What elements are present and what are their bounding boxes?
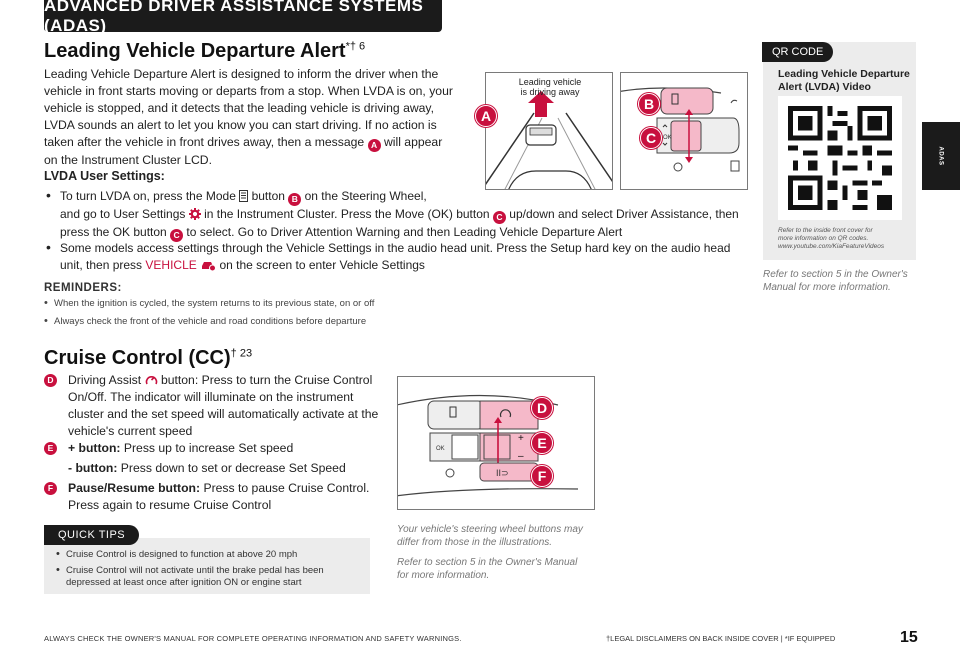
svg-text:OK: OK	[436, 446, 445, 452]
callout-d: D	[531, 397, 553, 419]
qr-note: Refer to the inside front cover for more information on QR codes. www.youtube.com/KiaFeatureVideos	[778, 227, 885, 250]
reminders-title: REMINDERS:	[44, 282, 122, 294]
svg-text:II⊃: II⊃	[496, 468, 509, 478]
callout-e: E	[531, 432, 553, 454]
lvda-settings-title: LVDA User Settings:	[44, 169, 165, 183]
section-header: ADVANCED DRIVER ASSISTANCE SYSTEMS (ADAS)	[44, 0, 442, 32]
qr-title: Leading Vehicle Departure Alert (LVDA) Video	[778, 68, 910, 93]
svg-text:OK: OK	[663, 135, 672, 141]
reminder-2: • Always check the front of the vehicle and road conditions before departure	[44, 316, 366, 328]
owners-manual-note-2: Refer to section 5 in the Owner's Manual for more information.	[397, 557, 578, 581]
lvda-bullet-2: • Some models access settings through the Vehicle Settings in the audio head unit. Press the Setup hard key on the audio head unit, then press VEHICLE on the screen to enter Vehicle Settings	[44, 240, 754, 274]
quick-tips-tag: QUICK TIPS	[44, 525, 139, 545]
qr-tag: QR CODE	[762, 42, 833, 62]
steering-wheel-illustration-cc	[397, 376, 595, 510]
cc-item-f: F Pausе/Resume button: Press to pause Cruise Control. Press again to resume Cruise Control	[44, 480, 384, 514]
footer-warning: ALWAYS CHECK THE OWNER'S MANUAL FOR COMPLETE OPERATING INFORMATION AND SAFETY WARNINGS.	[44, 634, 462, 643]
lvda-bullet-1: • To turn LVDA on, press the Mode button B on the Steering Wheel, and go to User Settings in the Instrument Cluster. Press the Move (OK) button C up/down and select Driver Assistance, then press the OK button C to select. Go to Driver Attention Warning and then Leading Vehicle Departure Alert	[44, 188, 754, 242]
cc-item-d: D Driving Assist button: Press to turn the Cruise Control On/Off. The indicator will illuminate on the instrument cluster and the set speed will automatically activate at the vehicle's current speed	[44, 372, 384, 440]
callout-b: B	[638, 93, 660, 115]
badge-e: E	[44, 442, 57, 455]
cc-item-e-minus: - button: Press down to set or decrease Set Speed	[68, 461, 346, 475]
gear-icon	[189, 208, 201, 220]
callout-a: A	[475, 105, 497, 127]
svg-text:–: –	[518, 451, 524, 462]
steering-disclaimer-note: Your vehicle's steering wheel buttons may differ from those in the illustrations.	[397, 524, 583, 548]
callout-f: F	[531, 465, 553, 487]
cc-title: Cruise Control (CC)$^{\dagger 23}$	[44, 347, 253, 369]
side-tab-adas[interactable]: ADAS	[922, 122, 960, 190]
qr-code-graphic	[778, 96, 902, 220]
cluster-message: Leading vehicle is driving away	[518, 77, 582, 97]
badge-c: C	[493, 211, 506, 224]
cc-item-e: E + button: Press up to increase Set speed	[44, 440, 384, 457]
badge-d: D	[44, 374, 57, 387]
badge-f: F	[44, 482, 57, 495]
driving-assist-icon	[145, 374, 158, 386]
steering-wheel-illustration-lvda	[620, 72, 748, 190]
cluster-illustration	[485, 72, 613, 190]
page-number: 15	[900, 629, 918, 646]
lvda-title: Leading Vehicle Departure Alert$^{*\dagger 6}$	[44, 40, 366, 62]
badge-c: C	[170, 229, 183, 242]
tip-1: • Cruise Control is designed to function at above 20 mph	[56, 549, 297, 561]
badge-b: B	[288, 193, 301, 206]
footer-disclaimer: †LEGAL DISCLAIMERS ON BACK INSIDE COVER | *IF EQUIPPED	[606, 634, 836, 643]
lvda-intro: Leading Vehicle Departure Alert is designed to inform the driver when the vehicle in front starts moving or departs from a stop. When LVDA is on, your vehicle is stopped, and it detects that the leading vehicle is driving away, LVDA sounds an alert to let you know you can start driving. If no action is taken after the vehicle in front drives away, then a message A will appear on the Instrument Cluster LCD.	[44, 67, 453, 167]
cc-controls-graphic	[398, 377, 595, 510]
owners-manual-note-1: Refer to section 5 in the Owner's Manual for more information.	[763, 269, 908, 293]
tip-2: • Cruise Control will not activate until the brake pedal has been depressed at least once after ignition ON or engine start	[56, 565, 324, 589]
badge-a: A	[368, 139, 381, 152]
callout-c: C	[640, 127, 662, 149]
mode-icon	[239, 190, 248, 202]
svg-text:+: +	[518, 433, 524, 444]
vehicle-icon	[200, 259, 216, 271]
reminder-1: • When the ignition is cycled, the system returns to its previous state, on or off	[44, 298, 374, 310]
qr-code[interactable]	[778, 96, 902, 220]
steering-controls-graphic	[621, 73, 748, 190]
